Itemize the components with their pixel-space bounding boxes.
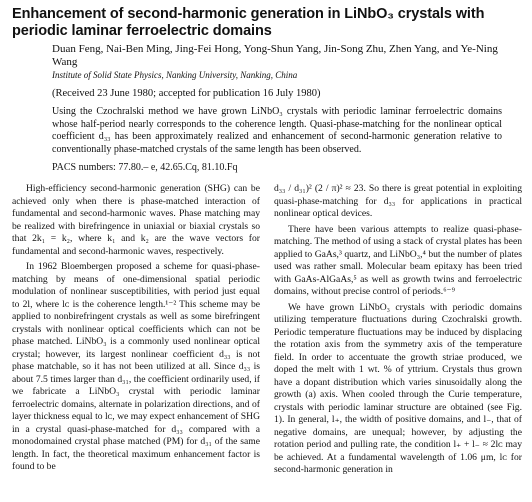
author-list: Duan Feng, Nai-Ben Ming, Jing-Fei Hong, Yong-Shun Yang, Jin-Song Zhu, Zhen Yang, and Ye-Ning Wang xyxy=(52,43,498,68)
right-column xyxy=(274,183,522,477)
body-columns xyxy=(12,183,522,477)
abstract: Using the Czochralski method we have grown LiNbO₃ crystals with periodic laminar ferroelectric domains whose half-period nearly corresponds to the coherence length. Quasi-phase-matching for the nonlinear optical coefficient d₃₃ has been approximately realized and enhancement of second-harmonic generation relative to conventionally phase-matched crystals of the same length has been observed. xyxy=(52,106,502,155)
right-paragraph-2: There have been various attempts to realize quasi-phase-matching. The method of using a stack of crystal plates has been applied to GaAs,³ quartz, and LiNbO₃,⁴ but the number of plates used was rather small. Molecular beam epitaxy has been tried with GaAs-AlGaAs,⁵ as well as growth twins and ferroelectric domains, without precise control of periods.⁶⁻⁹ xyxy=(274,223,522,297)
pacs-numbers: PACS numbers: 77.80.– e, 42.65.Cq, 81.10.Fq xyxy=(52,162,238,173)
received-date: (Received 23 June 1980; accepted for publication 16 July 1980) xyxy=(52,88,321,99)
left-paragraph-1: High-efficiency second-harmonic generation (SHG) can be achieved only when there is phase-matched interaction of fundamental and second-harmonic waves. Phase matching may be realized with birefringence in uniaxial or biaxial crystals so that 2k₁ = k₂, where k₁ and k₂ are the wave vectors for fundamental and second-harmonic waves, respectively. xyxy=(12,183,260,257)
right-paragraph-1: d₃₃ / d₃₁)² (2 / π)² ≈ 23. So there is great potential in exploiting quasi-phase-matching for d₃₃ for applications in practical nonlinear optical devices. xyxy=(274,183,522,219)
right-paragraph-3: We have grown LiNbO₃ crystals with periodic domains utilizing temperature fluctuations during Czochralski growth. Periodic temperature fluctuations may be induced by displacing the rotation axis from the symmetry axis of the temperature field. In order to accentuate the growth striae produced, we doped the melt with 1 wt. % of yttrium. Crystals thus grown have a dopant distribution which varies sinusoidally along the growth (a) axis. When cooled through the Curie temperature, crystals with periodic laminar structure are obtained (see Fig. 1). In general, l₊, the width of positive domains, and l₋, that of negative domains, are unequal; however, by adjusting the rotation period and pulling rate, the condition l₊ + l₋ ≈ 2lᴄ may be achieved. At a fundamental wavelength of 1.06 μm, lᴄ for second-harmonic generation in xyxy=(274,301,522,475)
paper-title: Enhancement of second-harmonic generation in LiNbO₃ crystals with periodic laminar ferroelectric domains xyxy=(12,6,485,39)
left-column xyxy=(12,183,260,477)
left-paragraph-2: In 1962 Bloembergen proposed a scheme for quasi-phase-matching by means of one-dimensional spatial periodic modulation of nonlinear susceptibilities, with period just equal to 2l, where lᴄ is the coherence length.¹⁻² This scheme may be applied to nonbirefringent crystals as well as some birefringent crystals with nonlinear optical coefficients which can not be phase matched. LiNbO₃ is a commonly used nonlinear optical crystal; however, its largest nonlinear coefficient d₃₃ is not phase matchable, so it has not been utilized at all. Since d₃₃ is about 7.5 times larger than d₃₁, the coefficient ordinarily used, if we fabricate a LiNbO₃ crystal with periodic laminar ferroelectric domains, alternate in polarization directions, and of layer thickness equal to lᴄ, we may expect enhancement of SHG in a crystal quasi-phase-matched for d₃₃ compared with a monodomained crystal phase matched (PM) for d₃₁ of the same length. In fact, the theoretical maximum enhancement factor is found to be xyxy=(12,261,260,472)
affiliation: Institute of Solid State Physics, Nanking University, Nanking, China xyxy=(52,70,298,80)
